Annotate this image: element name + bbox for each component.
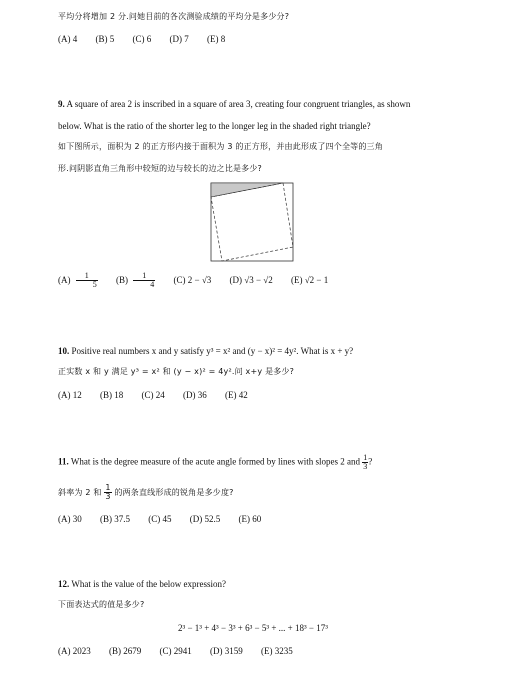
option-b: (B) 5 xyxy=(95,34,115,44)
option-b: (B) 37.5 xyxy=(100,514,130,524)
option-b: (B) 18 xyxy=(100,390,124,400)
q9-text-line-1: A square of area 2 is inscribed in a square of area 3, creating four congruent triangles, as shown xyxy=(66,99,411,109)
q9-text-en-2: below. What is the ratio of the shorter leg to the longer leg in the shaded right triangle? xyxy=(58,121,371,131)
option-d: (D) 36 xyxy=(183,390,207,400)
option-e: (E) 3235 xyxy=(261,646,293,656)
q12-text: What is the value of the below expression? xyxy=(71,579,227,589)
q12-options xyxy=(58,645,293,657)
option-c: (C) 24 xyxy=(141,390,165,400)
option-c: (C) 2 − √3 xyxy=(173,274,212,285)
option-a: (A) 12 xyxy=(58,390,82,400)
intro-options xyxy=(58,33,225,45)
option-e: (E) √2 − 1 xyxy=(290,274,329,285)
q11-text-cn: 斜率为 2 和 $\frac{1}{3}$ 的两条直线形成的锐角是多少度? xyxy=(58,483,234,501)
option-c: (C) 6 xyxy=(132,34,152,44)
option-e: (E) 8 xyxy=(207,34,226,44)
option-c: (C) 45 xyxy=(148,514,172,524)
option-d: (D) 7 xyxy=(169,34,189,44)
option-c: (C) 2941 xyxy=(159,646,192,656)
intro-question-cn: 平均分将增加 2 分.问她目前的各次测验成绩的平均分是多少分? xyxy=(58,12,290,21)
option-b: (B) $\frac{1}{4}$ xyxy=(116,271,155,289)
option-a: (A) 2023 xyxy=(58,646,91,656)
q10-text-cn: 正实数 x 和 y 满足 y³ = x² 和 (y − x)² = 4y².问 x+y 是多少? xyxy=(58,367,295,376)
option-a: (A) $\frac{1}{5}$ xyxy=(58,271,97,289)
q11-text: What is the degree measure of the acute angle formed by lines with slopes 2 and xyxy=(70,456,361,467)
q11-options xyxy=(58,513,261,525)
q9-figure xyxy=(210,182,296,264)
q10-text-en xyxy=(58,345,353,357)
option-d: (D) √3 − √2 xyxy=(229,274,273,285)
q9-text-en-1 xyxy=(58,98,410,110)
q9-number: 9. xyxy=(58,99,65,109)
q10-options xyxy=(58,389,248,401)
q11-fraction-cn: $\frac{1}{3}$ xyxy=(105,483,111,501)
q9-options xyxy=(58,272,328,289)
q12-text-en xyxy=(58,578,226,590)
q12-number: 12. xyxy=(58,579,70,589)
q11-text-en: 11. What is the degree measure of the acute angle formed by lines with slopes 2 and $\frac{1}{3}$ ? xyxy=(58,453,373,471)
q9-text-cn-1: 如下图所示，面积为 2 的正方形内接于面积为 3 的正方形，并由此形成了四个全等的三角 xyxy=(58,142,383,151)
q11-fraction: $\frac{1}{3}$ xyxy=(363,453,368,471)
q10-number: 10. xyxy=(58,346,70,356)
option-d: (D) 3159 xyxy=(210,646,243,656)
option-a: (A) 4 xyxy=(58,34,78,44)
option-e: (E) 60 xyxy=(238,514,262,524)
option-a: (A) 30 xyxy=(58,514,82,524)
option-d: (D) 52.5 xyxy=(189,514,221,524)
q10-text: Positive real numbers x and y satisfy y³ = x² and (y − x)² = 4y². What is x + y? xyxy=(71,346,354,356)
option-e: (E) 42 xyxy=(225,390,248,400)
q12-text-cn: 下面表达式的值是多少? xyxy=(58,600,145,609)
q12-expression: 2³ − 1³ + 4³ − 3³ + 6³ − 5³ + ... + 18³ − 17³ xyxy=(178,623,328,633)
q11-number: 11. xyxy=(58,456,69,467)
option-b: (B) 2679 xyxy=(109,646,142,656)
q9-text-cn-2: 形.问阴影直角三角形中较短的边与较长的边之比是多少? xyxy=(58,164,262,173)
